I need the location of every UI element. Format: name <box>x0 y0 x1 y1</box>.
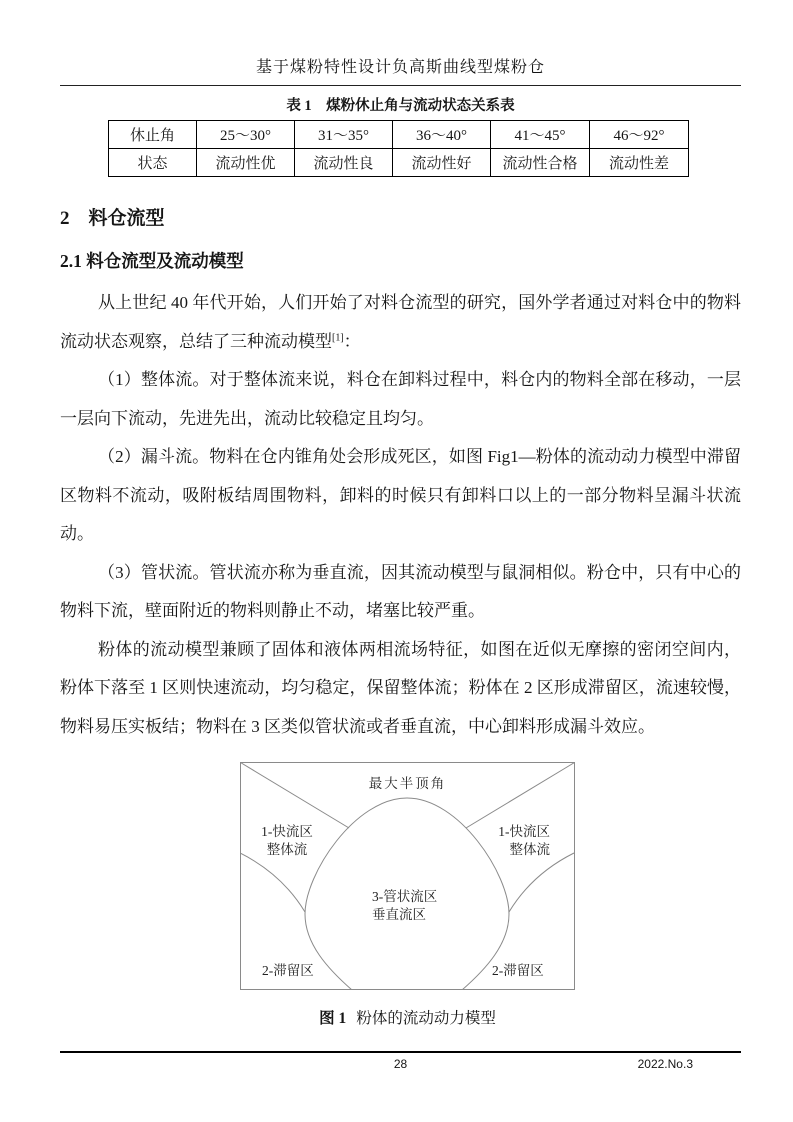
pipe-flow-zone-line2: 垂直流区 <box>372 907 426 922</box>
paragraph-intro <box>60 284 741 361</box>
paragraph-funnel-flow: （2）漏斗流。物料在仓内锥角处会形成死区，如图 Fig1—粉体的流动动力模型中滞留区物料不流动，吸附板结周围物料，卸料的时候只有卸料口以上的一部分物料呈漏斗状流动。 <box>60 447 741 543</box>
paragraph-pipe-flow: （3）管状流。管状流亦称为垂直流，因其流动模型与鼠洞相似。粉仓中，只有中心的物料下流，壁面附近的物料则静止不动，堵塞比较严重。 <box>60 562 741 620</box>
page-footer <box>60 1051 741 1073</box>
table-cell: 流动性好 <box>393 149 491 177</box>
right-apex-line <box>466 763 575 829</box>
table-cell: 流动性合格 <box>491 149 590 177</box>
left-apex-line <box>241 763 350 829</box>
right-fast-zone-label <box>498 823 550 859</box>
page-number: 28 <box>393 1057 408 1071</box>
figure-caption <box>240 1006 575 1028</box>
table-cell: 41～45° <box>491 121 590 149</box>
diagram-border <box>241 763 575 990</box>
issue-label: 2022.No.3 <box>637 1057 693 1071</box>
table-cell: 36～40° <box>393 121 491 149</box>
figure-1 <box>240 762 575 1028</box>
left-fast-zone-label <box>254 823 320 859</box>
paragraph-mass-flow: （1）整体流。对于整体流来说，料仓在卸料过程中，料仓内的物料全部在移动，一层一层向下流动，先进先出，流动比较稳定且均匀。 <box>60 370 741 428</box>
right-stagnant-zone-label: 2-滞留区 <box>492 963 544 978</box>
apex-angle-label: 最大半顶角 <box>368 776 447 791</box>
left-fast-zone-line2: 整体流 <box>266 842 308 857</box>
table-cell: 46～92° <box>590 121 689 149</box>
pipe-flow-zone-line1: 3-管状流区 <box>372 889 438 904</box>
table-caption: 表 1 煤粉休止角与流动状态关系表 <box>286 98 515 114</box>
right-fast-zone-line2: 整体流 <box>509 842 550 857</box>
right-fast-zone-line1: 1-快流区 <box>498 824 550 839</box>
table-cell: 31～35° <box>295 121 393 149</box>
left-stagnant-zone-label: 2-滞留区 <box>262 963 314 978</box>
running-head-title: 基于煤粉特性设计负高斯曲线型煤粉仓 <box>60 0 741 86</box>
table-cell: 流动性优 <box>197 149 295 177</box>
paragraph-intro-text: 从上世纪 40 年代开始，人们开始了对料仓流型的研究，国外学者通过对料仓中的物料流动状态观察，总结了三种流动模型 <box>60 293 741 351</box>
flow-model-diagram-lines <box>240 762 575 990</box>
paragraph-intro-colon: ： <box>343 331 361 351</box>
pipe-flow-zone-label <box>372 888 437 924</box>
figure-caption-text: 粉体的流动动力模型 <box>356 1010 496 1027</box>
body-text <box>60 284 741 746</box>
paragraph-flow-model: 粉体的流动模型兼顾了固体和液体两相流场特征，如图在近似无摩擦的密闭空间内，粉体下落至 1 区则快速流动，均匀稳定，保留整体流；粉体在 2 区形成滞留区，流速较慢，物料易压实板结；物料在 3 区类似管状流或者垂直流，中心卸料形成漏斗效应。 <box>60 639 741 736</box>
figure-caption-number: 图 1 <box>319 1010 347 1027</box>
table-row <box>109 149 689 177</box>
table-cell: 流动性差 <box>590 149 689 177</box>
table-cell: 状态 <box>109 149 197 177</box>
table-cell: 流动性良 <box>295 149 393 177</box>
left-fast-zone-line1: 1-快流区 <box>261 824 313 839</box>
subsection-heading: 2.1 料仓流型及流动模型 <box>60 251 244 271</box>
section-heading: 2 料仓流型 <box>60 208 165 229</box>
right-stagnant-curve <box>509 853 574 912</box>
table-row <box>109 121 689 149</box>
left-stagnant-curve <box>240 853 305 912</box>
citation-superscript: [1] <box>332 331 344 343</box>
table-cell: 休止角 <box>109 121 197 149</box>
flow-model-diagram <box>240 762 575 990</box>
table-cell: 25～30° <box>197 121 295 149</box>
repose-angle-table <box>108 120 689 177</box>
